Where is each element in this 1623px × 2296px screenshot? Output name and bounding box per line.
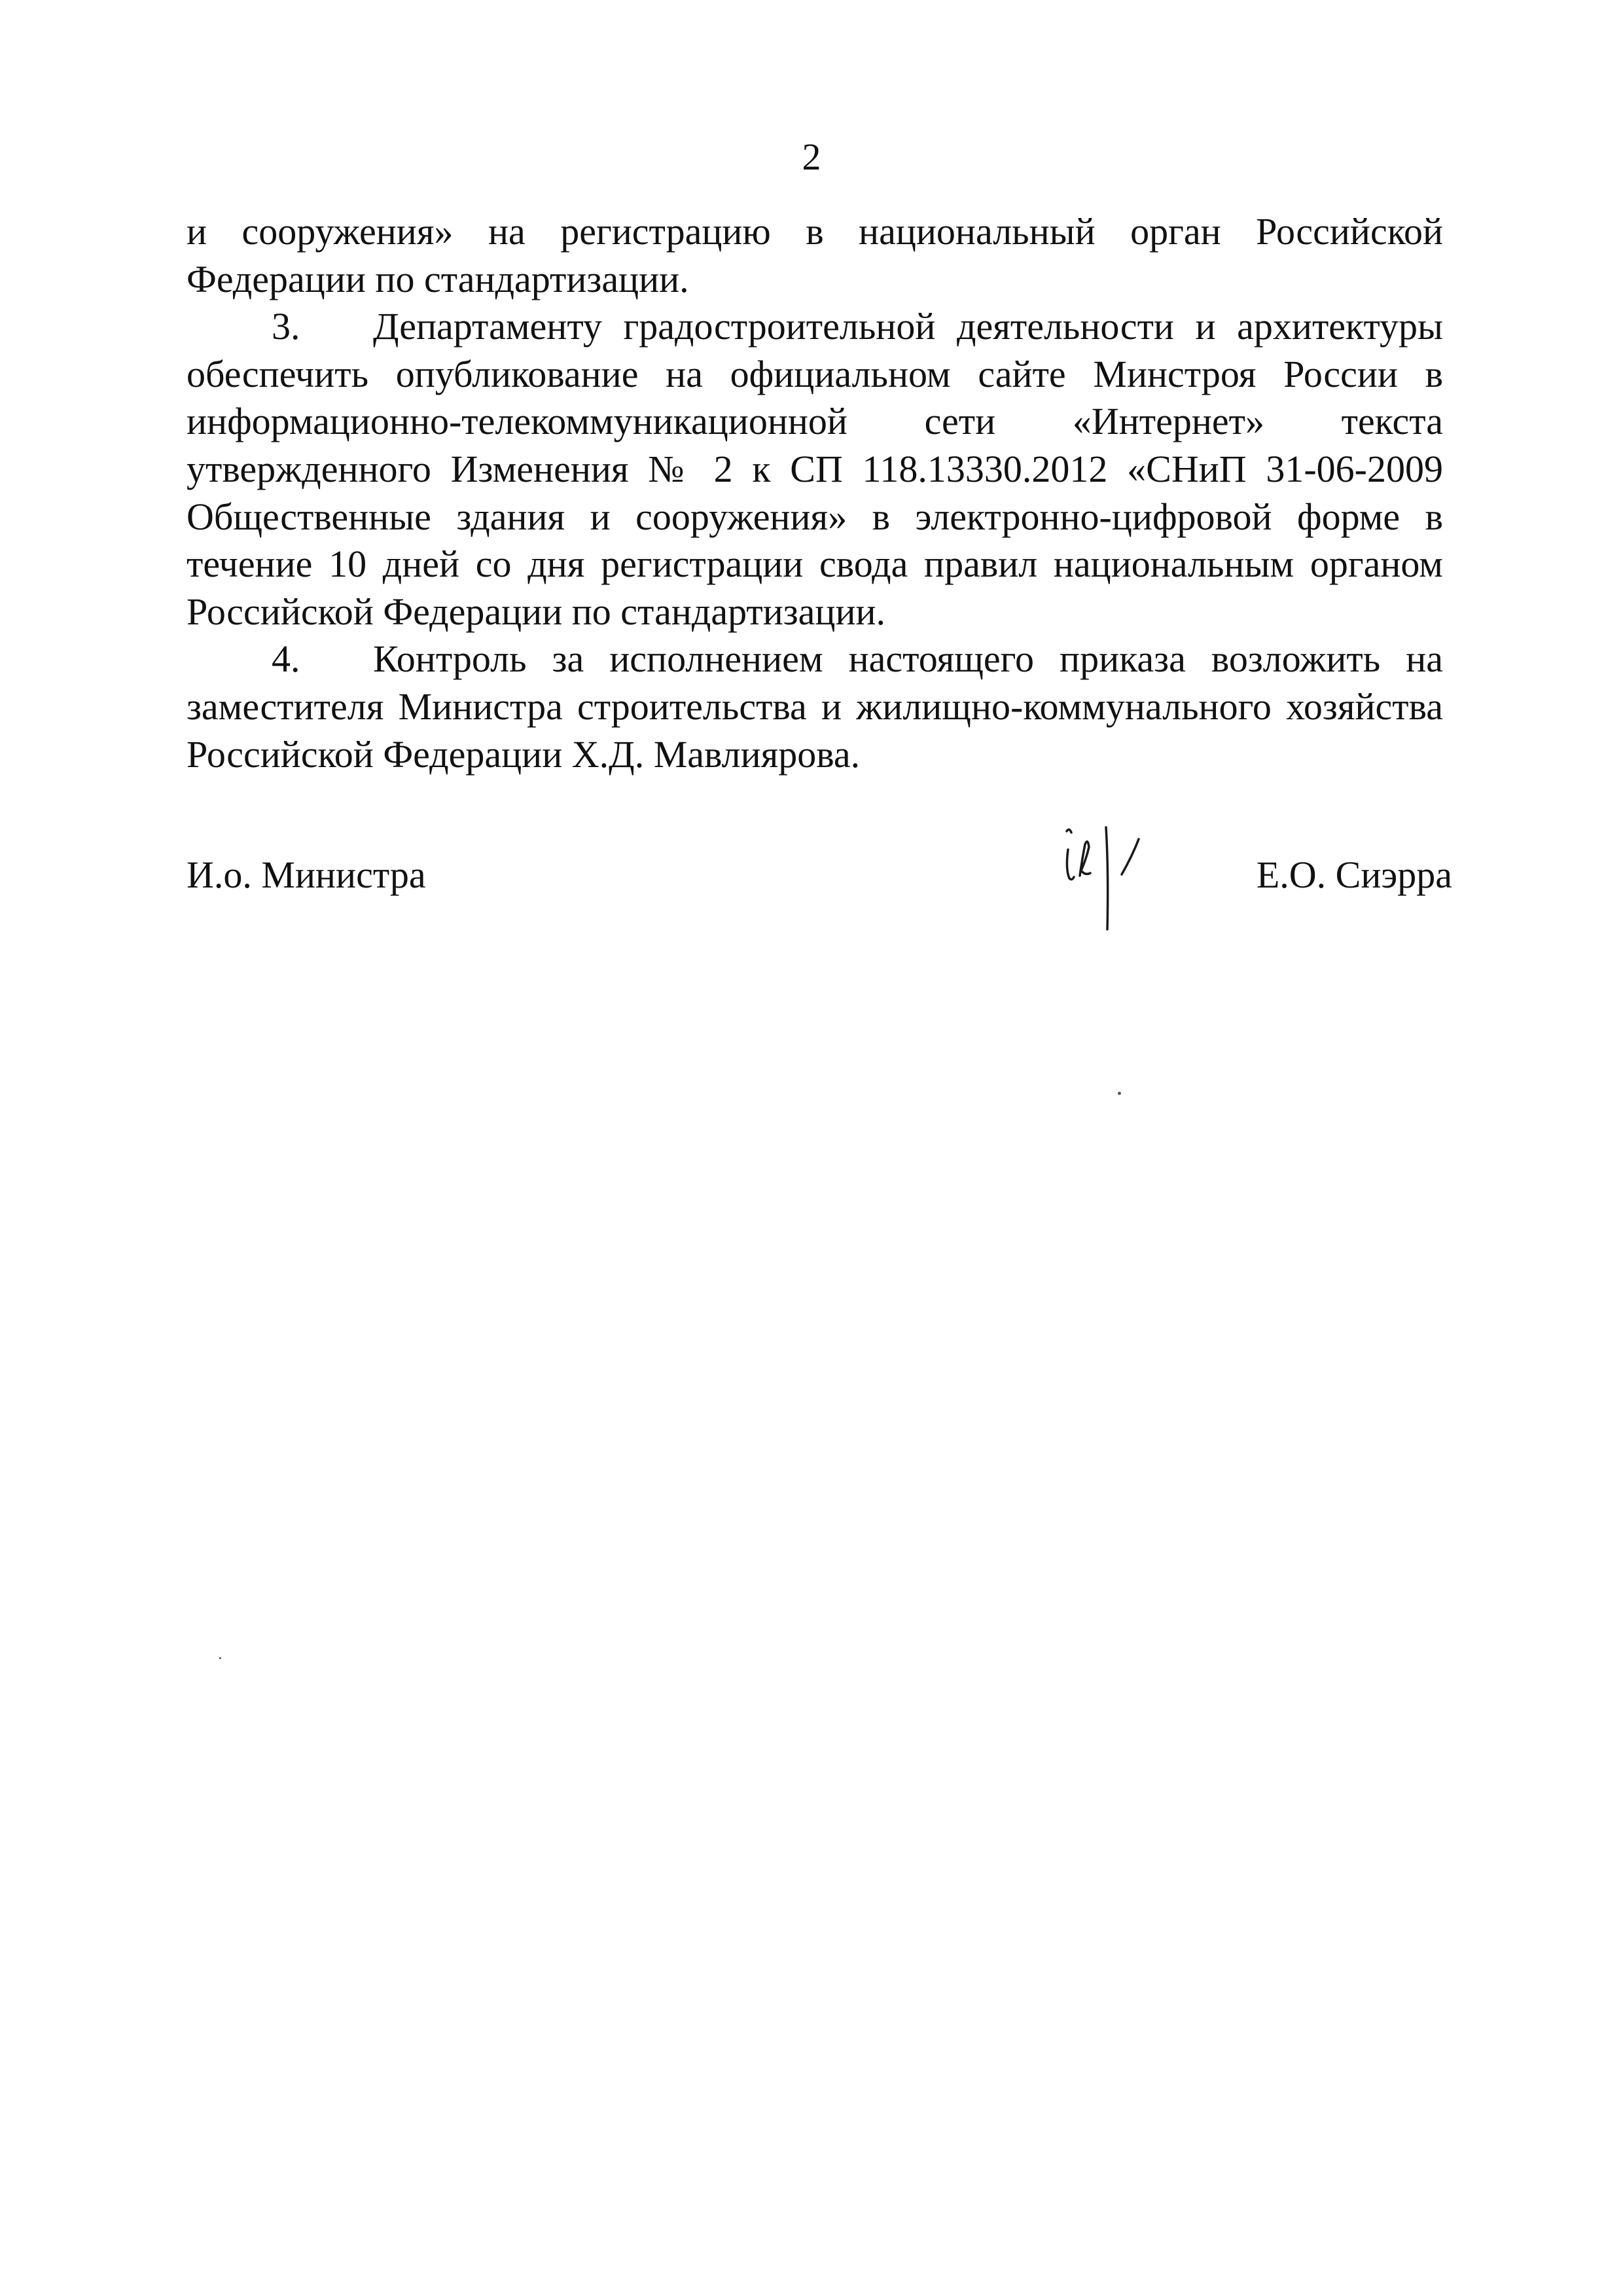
paragraph-3-text: Департаменту градостроительной деятельности и архитектуры обеспечить опубликование на официальном сайте Минстроя России в информационно-телекоммуникационной сети «Интернет» текста утвержденного Изменения № 2 к СП 118.13330.2012 «СНиП 31-06-2009 Общественные здания и сооружения» в электронно-цифровой форме в течение 10 дней со дня регистрации свода правил национальным органом Российской Федерации по стандартизации. bbox=[187, 305, 1443, 633]
signature-block bbox=[187, 844, 1452, 949]
paragraph-3-number: 3. bbox=[272, 305, 300, 348]
paragraph-4-number: 4. bbox=[272, 637, 300, 681]
paragraph-3 bbox=[187, 303, 1443, 636]
paragraph-4 bbox=[187, 636, 1443, 778]
paragraph-4-text: Контроль за исполнением настоящего приказа возложить на заместителя Министра строительства и жилищно-коммунального хозяйства Российской Федерации Х.Д. Мавлиярова. bbox=[187, 637, 1443, 776]
paragraph-2-continuation: и сооружения» на регистрацию в национальный орган Российской Федерации по стандартизации. bbox=[187, 210, 1443, 300]
signer-title: И.о. Министра bbox=[187, 853, 426, 896]
scan-speck bbox=[1118, 1092, 1121, 1095]
handwritten-signature bbox=[1054, 818, 1158, 942]
page-number: 2 bbox=[802, 135, 821, 178]
scan-speck bbox=[219, 1657, 221, 1659]
document-body bbox=[187, 208, 1443, 778]
signer-name: Е.О. Сиэрра bbox=[1256, 853, 1452, 896]
